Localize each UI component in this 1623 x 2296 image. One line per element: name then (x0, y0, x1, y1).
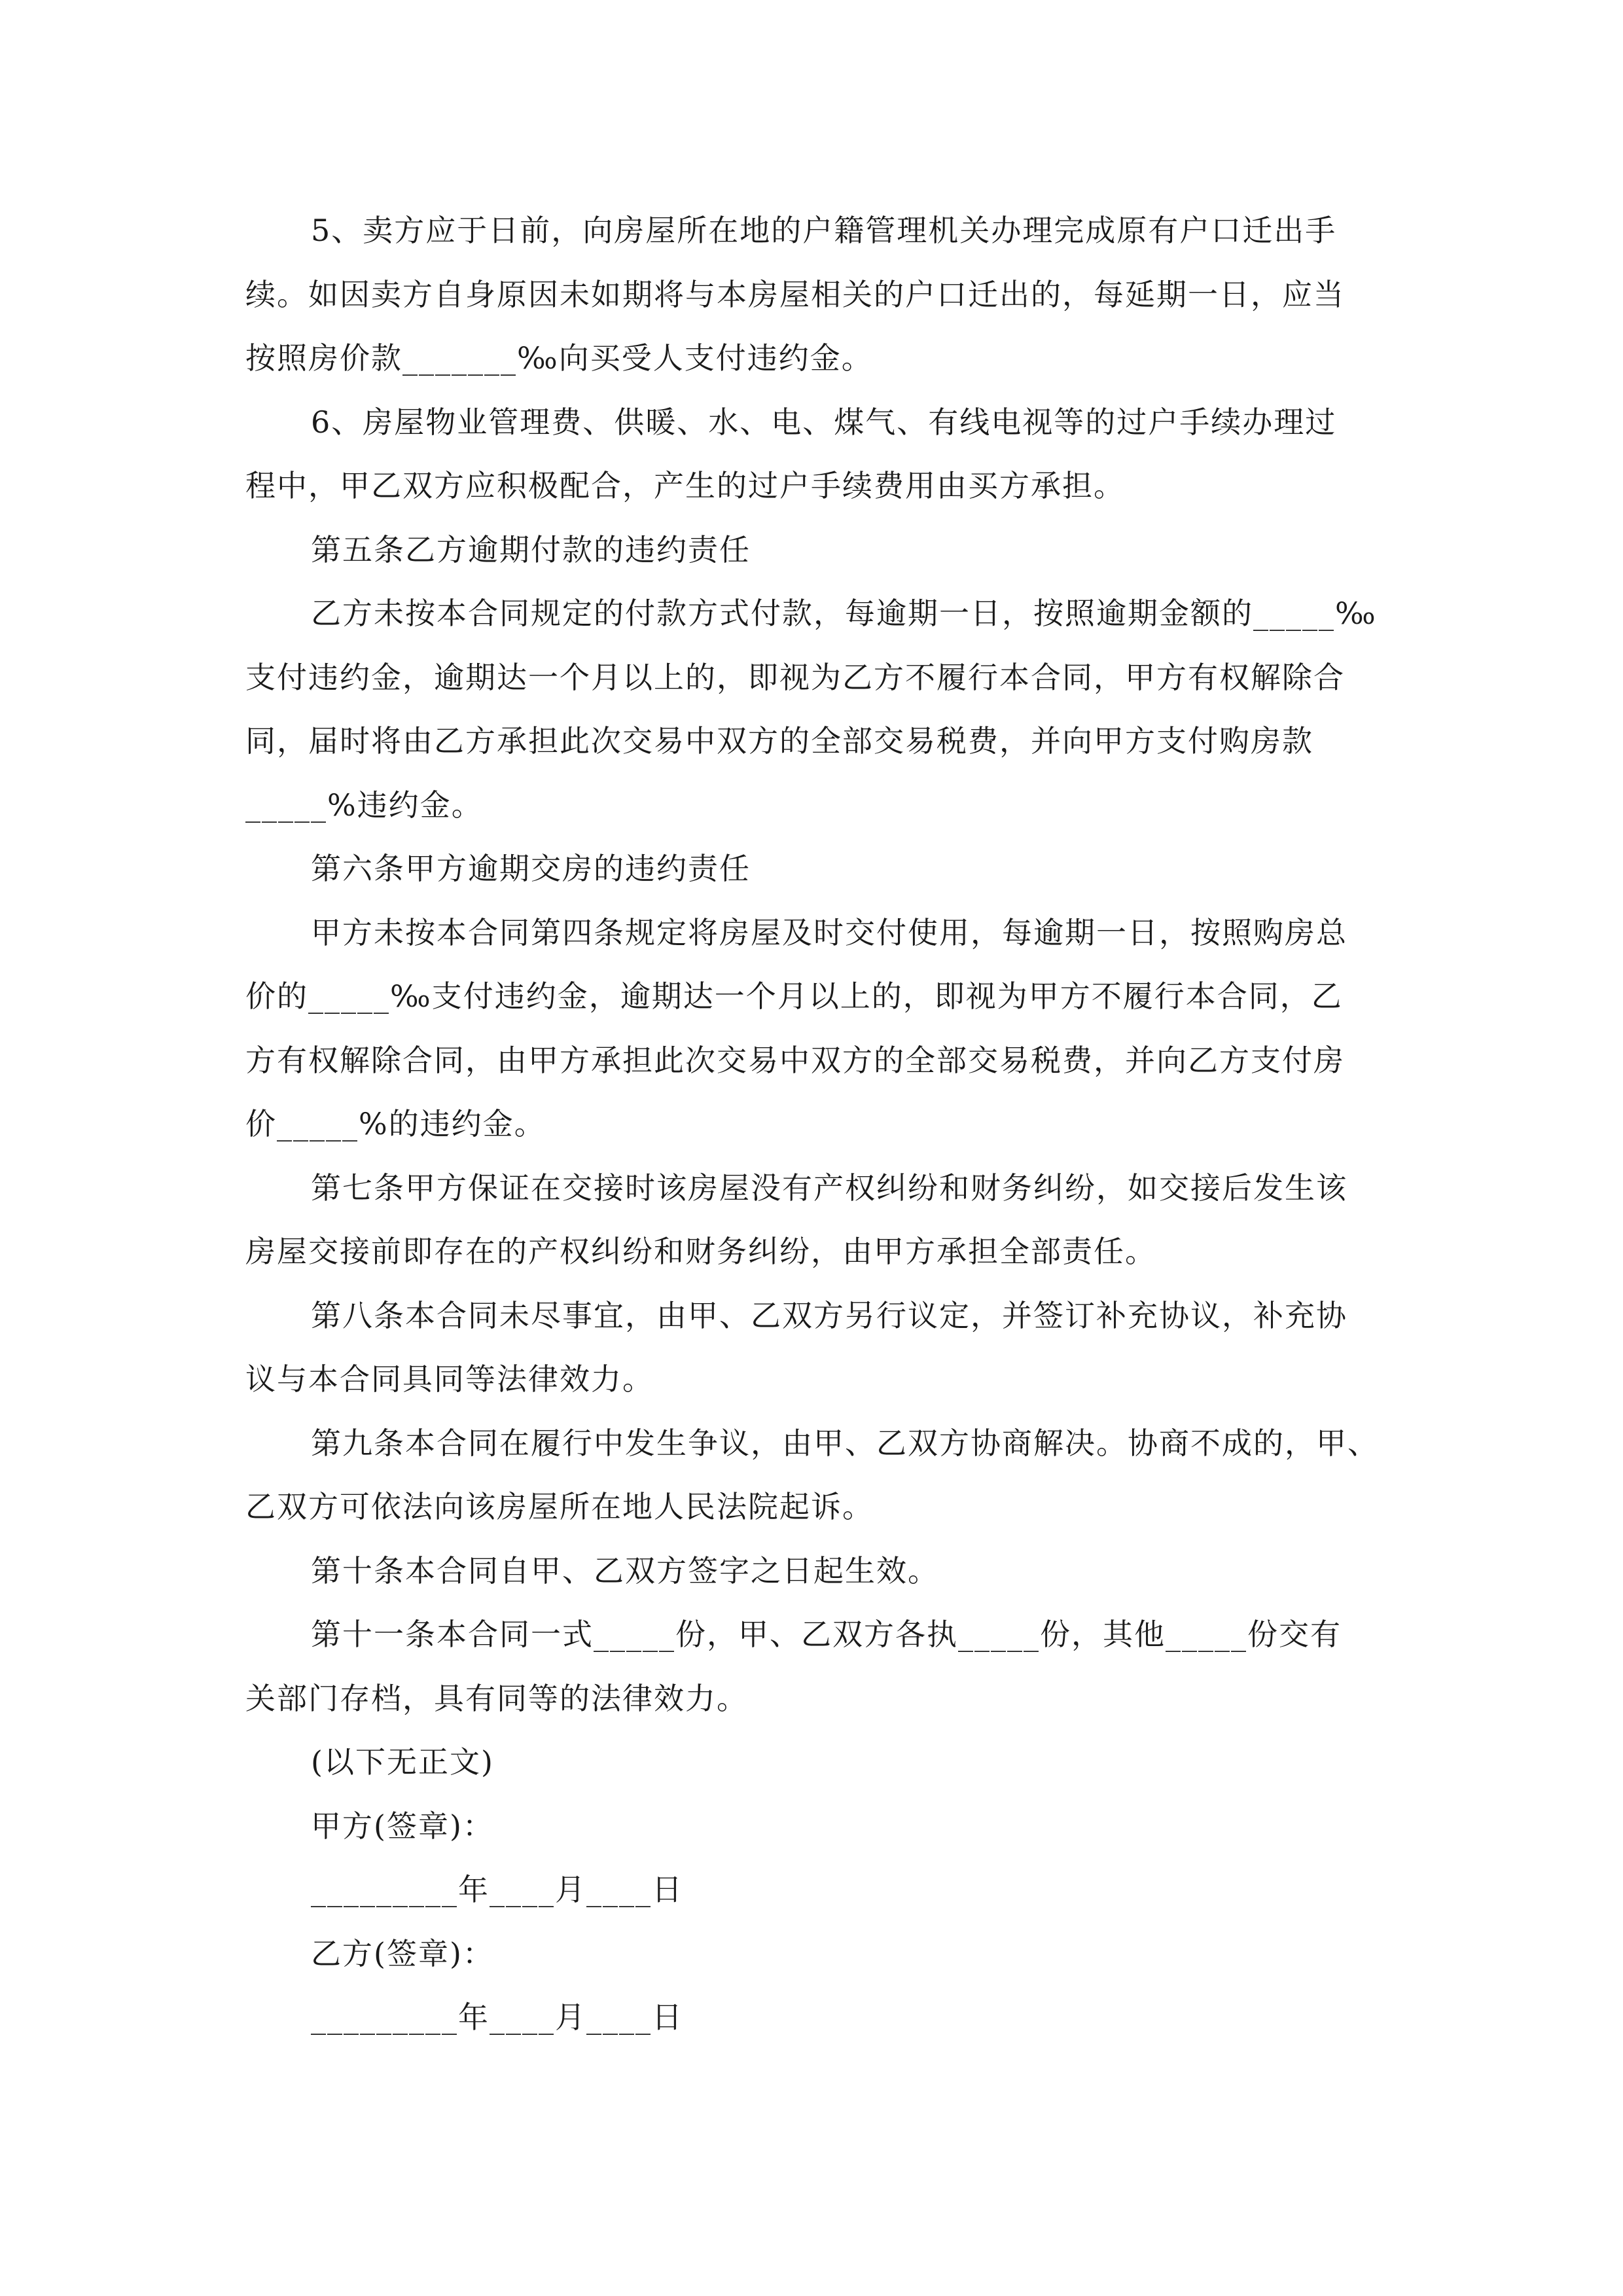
text-line: 5、卖方应于日前，向房屋所在地的户籍管理机关办理完成原有户口迁出手 (311, 213, 1337, 248)
clause-5-paragraph (245, 199, 1381, 391)
text-line: 程中，甲乙双方应积极配合，产生的过户手续费用由买方承担。 (245, 468, 1125, 503)
text-line: 第九条本合同在履行中发生争议，由甲、乙双方协商解决。协商不成的，甲、 (311, 1425, 1379, 1461)
article-6-paragraph (245, 901, 1381, 1157)
text-line: 支付违约金，逾期达一个月以上的，即视为乙方不履行本合同，甲方有权解除合 (245, 659, 1345, 695)
text-line: 关部门存档，具有同等的法律效力。 (245, 1680, 748, 1716)
text-line: (以下无正文) (311, 1744, 494, 1780)
document-body (245, 199, 1381, 2050)
text-line: 同，届时将由乙方承担此次交易中双方的全部交易税费，并向甲方支付购房款 (245, 723, 1313, 759)
text-line: 续。如因卖方自身原因未如期将与本房屋相关的户口迁出的，每延期一日，应当 (245, 276, 1345, 312)
text-line: 乙方(签章)： (311, 1935, 494, 1971)
text-line: 乙方未按本合同规定的付款方式付款，每逾期一日，按照逾期金额的_____‰ (311, 596, 1377, 631)
section-heading: 第六条甲方逾期交房的违约责任 (311, 851, 751, 886)
article-11-paragraph (245, 1603, 1381, 1731)
article-5-heading (245, 518, 1381, 583)
text-line: _________年____月____日 (311, 1872, 683, 1907)
text-line: 第七条甲方保证在交接时该房屋没有产权纠纷和财务纠纷，如交接后发生该 (311, 1170, 1347, 1206)
text-line: 甲方(签章)： (311, 1808, 494, 1844)
text-line: 方有权解除合同，由甲方承担此次交易中双方的全部交易税费，并向乙方支付房 (245, 1042, 1345, 1078)
text-line: 第八条本合同未尽事宜，由甲、乙双方另行议定，并签订补充协议，补充协 (311, 1297, 1347, 1333)
text-line: 甲方未按本合同第四条规定将房屋及时交付使用，每逾期一日，按照购房总 (311, 914, 1347, 950)
text-line: 乙双方可依法向该房屋所在地人民法院起诉。 (245, 1489, 874, 1524)
text-line: 房屋交接前即存在的产权纠纷和财务纠纷，由甲方承担全部责任。 (245, 1234, 1156, 1269)
text-line: _____%违约金。 (245, 787, 483, 823)
text-line: 第十条本合同自甲、乙双方签字之日起生效。 (311, 1552, 939, 1588)
article-5-paragraph (245, 582, 1381, 837)
text-line: 价的_____‰支付违约金，逾期达一个月以上的，即视为甲方不履行本合同，乙 (245, 978, 1343, 1014)
party-b-signature-label (245, 1922, 1381, 1986)
party-a-date-line (245, 1858, 1381, 1922)
section-heading: 第五条乙方逾期付款的违约责任 (311, 531, 751, 567)
end-of-text-note (245, 1731, 1381, 1795)
text-line: _________年____月____日 (311, 2000, 683, 2035)
text-line: 6、房屋物业管理费、供暖、水、电、煤气、有线电视等的过户手续办理过 (311, 404, 1337, 440)
clause-6-paragraph (245, 391, 1381, 518)
article-10-paragraph (245, 1539, 1381, 1604)
article-6-heading (245, 837, 1381, 901)
article-7-paragraph (245, 1157, 1381, 1284)
text-line: 第十一条本合同一式_____份，甲、乙双方各执_____份，其他_____份交有 (311, 1617, 1342, 1652)
article-9-paragraph (245, 1412, 1381, 1539)
article-8-paragraph (245, 1284, 1381, 1412)
party-b-date-line (245, 1986, 1381, 2050)
text-line: 议与本合同具同等法律效力。 (245, 1361, 654, 1397)
text-line: 按照房价款_______‰向买受人支付违约金。 (245, 340, 873, 376)
text-line: 价_____%的违约金。 (245, 1106, 546, 1141)
party-a-signature-label (245, 1795, 1381, 1859)
